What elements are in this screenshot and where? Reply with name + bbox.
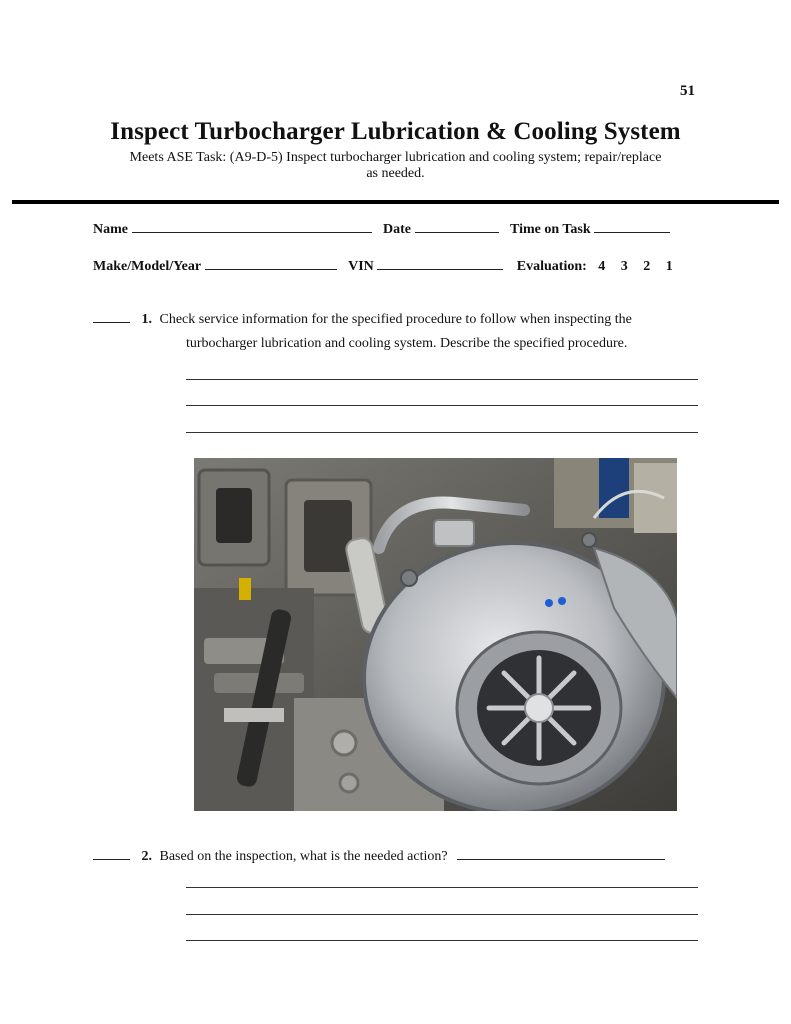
date-field[interactable] xyxy=(415,220,499,233)
question-2-text: Based on the inspection, what is the needed action? xyxy=(159,849,448,864)
make-model-year-label: Make/Model/Year xyxy=(93,259,202,274)
answer-line[interactable] xyxy=(186,379,698,380)
ase-task-description xyxy=(80,150,711,182)
date-label: Date xyxy=(383,222,411,237)
time-on-task-field[interactable] xyxy=(594,220,670,233)
vehicle-eval-row xyxy=(93,257,673,275)
question-1-number: 1. xyxy=(141,312,152,327)
vin-label: VIN xyxy=(348,259,374,274)
make-model-year-field[interactable] xyxy=(205,257,337,270)
evaluation-score-3[interactable]: 3 xyxy=(620,259,628,274)
evaluation-label: Evaluation: xyxy=(516,259,587,274)
answer-line[interactable] xyxy=(186,887,698,888)
question-2 xyxy=(93,847,665,865)
turbocharger-illustration xyxy=(194,458,677,811)
ase-task-line-1: Meets ASE Task: (A9-D-5) Inspect turbocharger lubrication and cooling system; repair/replace xyxy=(129,150,662,165)
time-on-task-label: Time on Task xyxy=(510,222,591,237)
answer-line[interactable] xyxy=(186,432,698,433)
page-number: 51 xyxy=(680,83,695,99)
evaluation-score-4[interactable]: 4 xyxy=(598,259,606,274)
question-1 xyxy=(93,310,632,328)
question-1-text-line-1: Check service information for the specified procedure to follow when inspecting the xyxy=(159,312,632,327)
turbocharger-photo xyxy=(194,458,677,811)
page-title: Inspect Turbocharger Lubrication & Cooling System xyxy=(110,118,681,145)
name-label: Name xyxy=(93,222,128,237)
name-date-time-row xyxy=(93,220,670,238)
answer-line[interactable] xyxy=(186,405,698,406)
vin-field[interactable] xyxy=(377,257,503,270)
name-field[interactable] xyxy=(132,220,372,233)
needed-action-field[interactable] xyxy=(457,847,665,860)
question-2-number: 2. xyxy=(141,849,152,864)
evaluation-score-1[interactable]: 1 xyxy=(665,259,673,274)
question-1-checkoff[interactable] xyxy=(93,310,130,323)
question-2-checkoff[interactable] xyxy=(93,847,130,860)
header-divider xyxy=(12,200,779,204)
ase-task-line-2: as needed. xyxy=(366,166,425,181)
question-1-text-line-2: turbocharger lubrication and cooling system. Describe the specified procedure. xyxy=(186,336,628,351)
answer-line[interactable] xyxy=(186,940,698,941)
answer-line[interactable] xyxy=(186,914,698,915)
evaluation-score-2[interactable]: 2 xyxy=(643,259,651,274)
